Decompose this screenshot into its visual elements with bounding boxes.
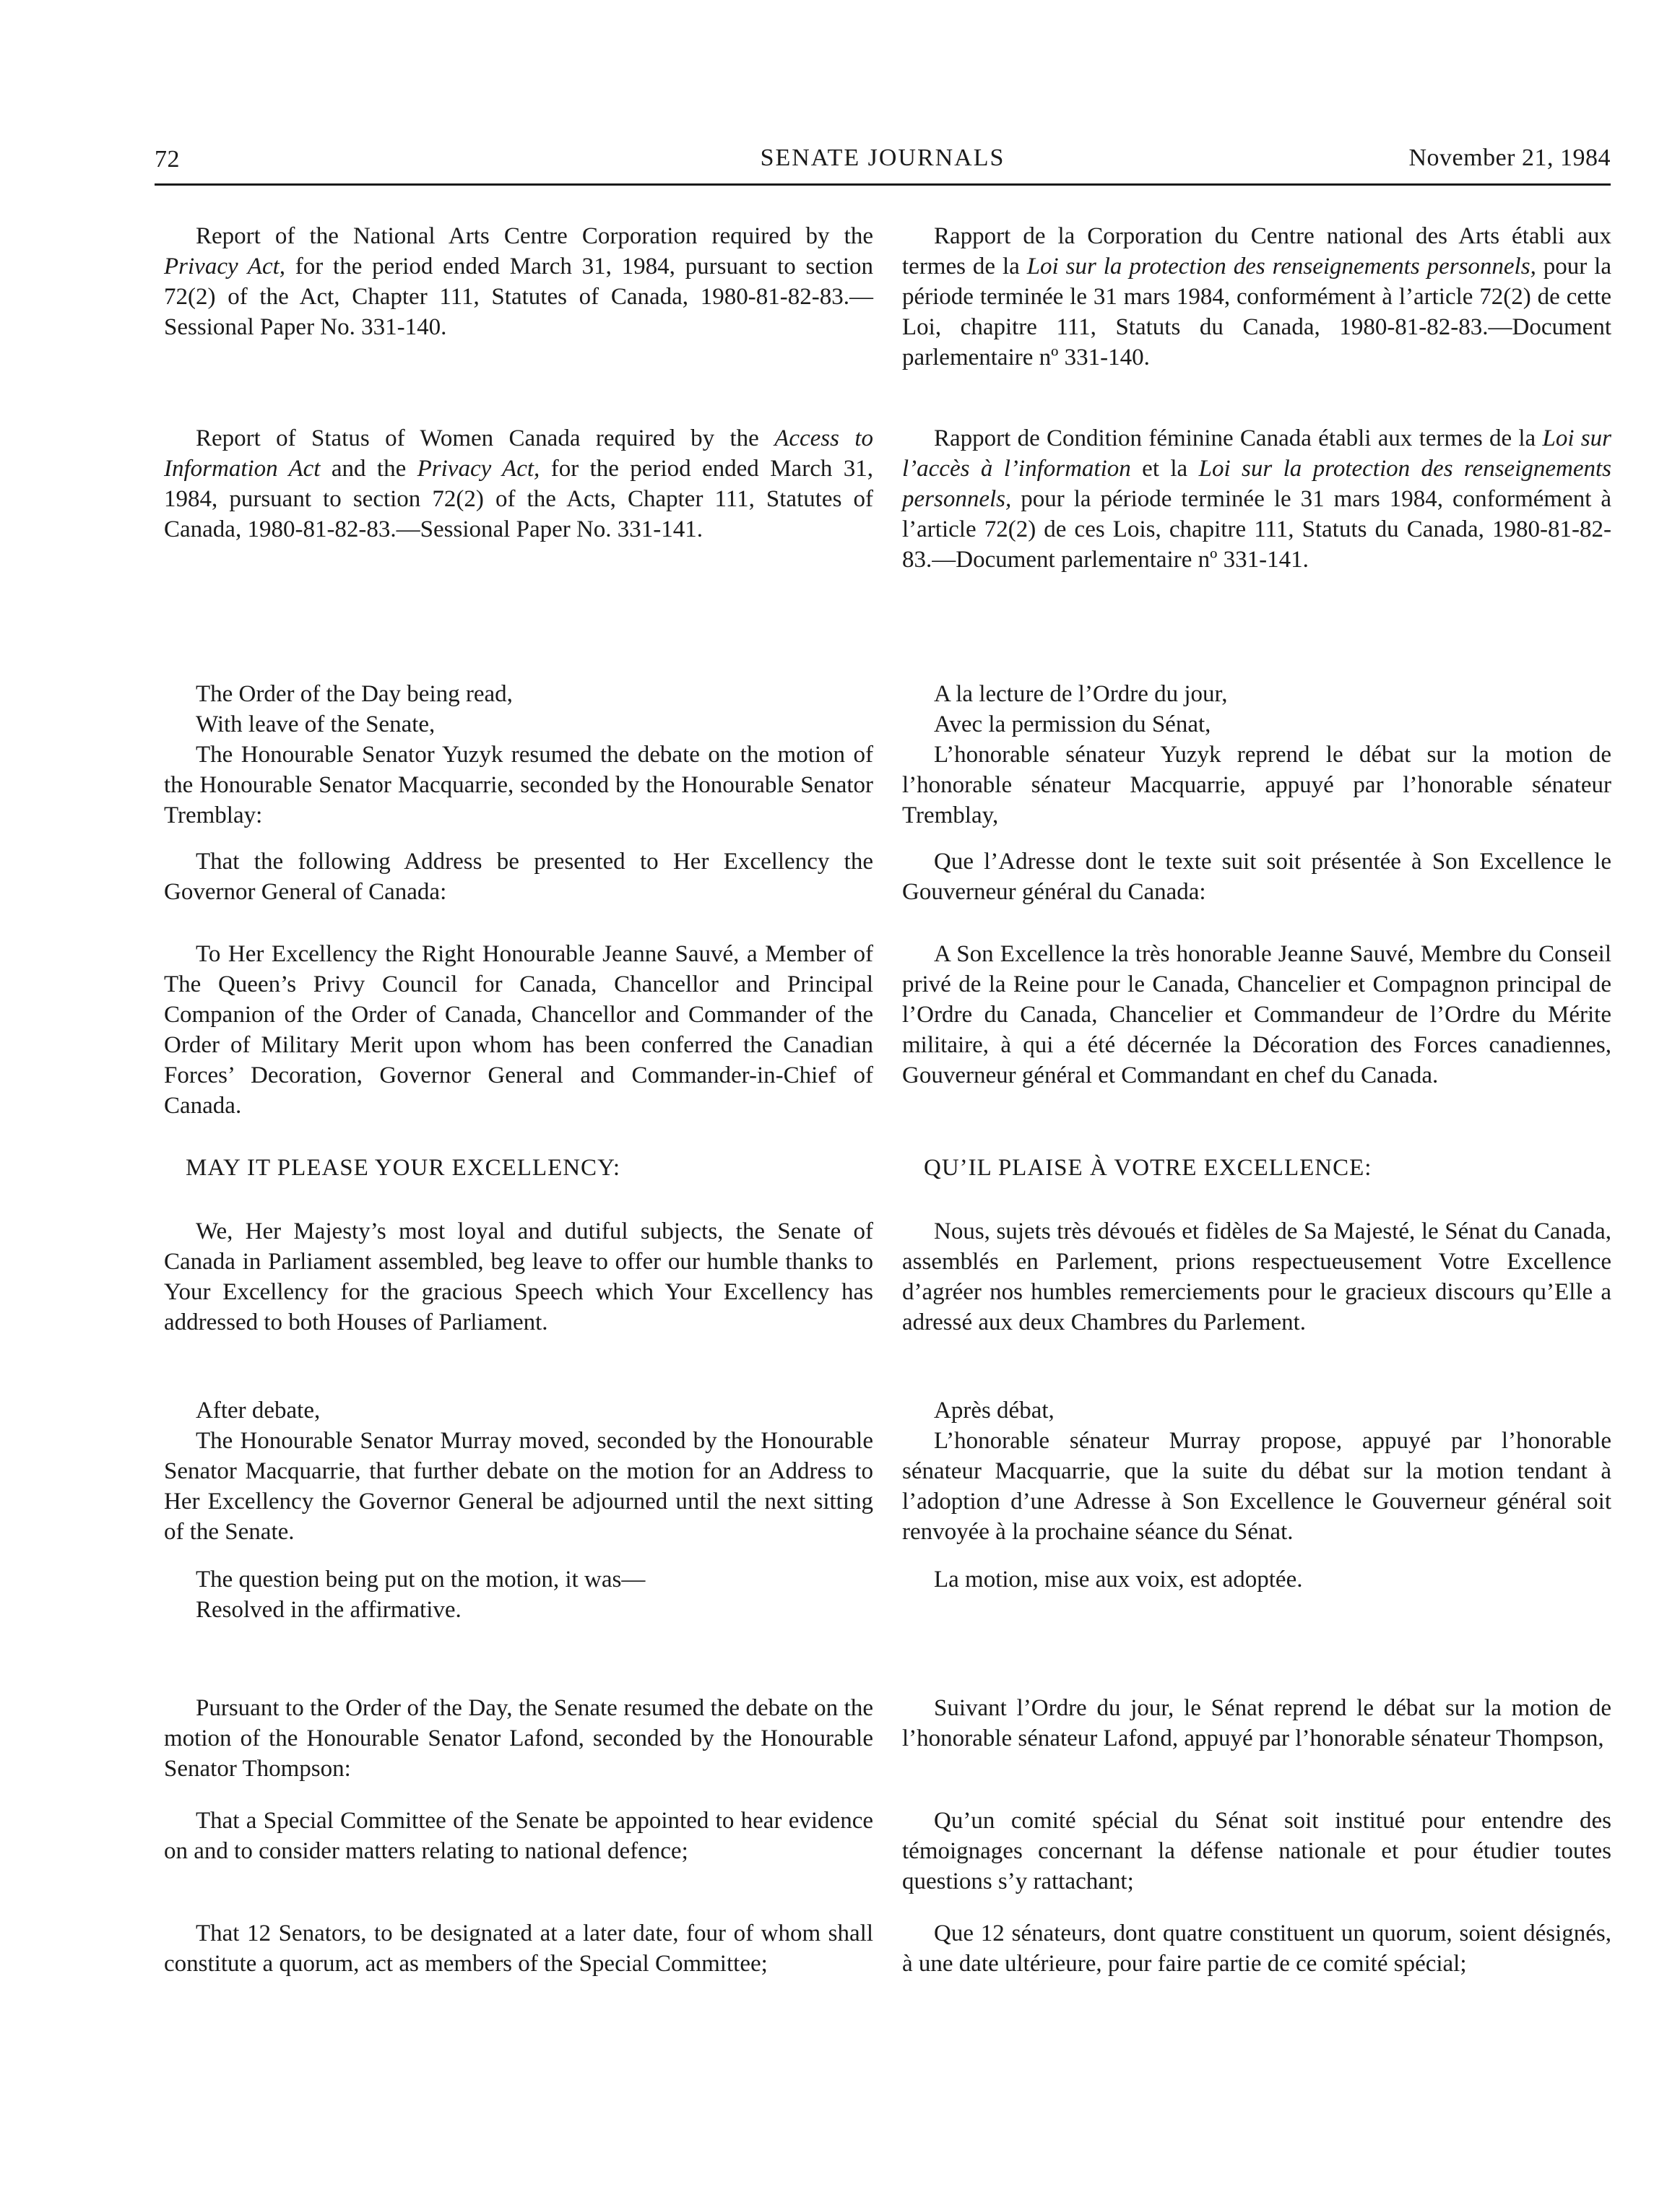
en-resolved: Resolved in the affirmative. <box>196 1597 462 1623</box>
en-may-it-please: MAY IT PLEASE YOUR EXCELLENCY: <box>186 1155 621 1181</box>
en-murray-moved: The Honourable Senator Murray moved, seconded by the Honourable Senator Macquarrie, that further debate on the motion for an Address to Her Excellency the Governor General be adjourned until the next sitting of the Senate. <box>164 1428 873 1545</box>
en-report-nac: Report of the National Arts Centre Corporation required by the Privacy Act, for the period ended March 31, 1984, pursuant to section 72(2) of the Act, Chapter 111, Statutes of Canada, 1980-81-82-83.—Sessional Paper No. 331-140. <box>164 223 873 340</box>
journal-date: November 21, 1984 <box>1408 144 1611 171</box>
fr-comite-special: Qu’un comité spécial du Sénat soit institué pour entendre des témoignages concernant la défense nationale et pour étudier toutes questions s’y rattachant; <box>902 1808 1611 1894</box>
fr-nous-sujets: Nous, sujets très dévoués et fidèles de Sa Majesté, le Sénat du Canada, assemblés en Parlement, prions respectueusement Votre Excellence d’agréer nos humbles remerciements pour le gracieux discours qu’Elle a adressé aux deux Chambres du Parlement. <box>902 1218 1611 1335</box>
page-header <box>155 142 1611 178</box>
fr-rapport-condition-feminine: Rapport de Condition féminine Canada établi aux termes de la Loi sur l’accès à l’information et la Loi sur la protection des renseignements personnels, pour la période terminée le 31 mars 1984, conformément à l’article 72(2) de ces Lois, chapitre 111, Statuts du Canada, 1980-81-82-83.—Document parlementaire nº 331-141. <box>902 425 1611 573</box>
fr-apres-debat-block <box>902 1395 1611 1547</box>
en-twelve-senators: That 12 Senators, to be designated at a later date, four of whom shall constitute a quorum, act as members of the Special Committee; <box>164 1920 873 1977</box>
journal-title: SENATE JOURNALS <box>760 144 1005 171</box>
fr-motion-adoptee: La motion, mise aux voix, est adoptée. <box>934 1567 1303 1593</box>
fr-rapport-cna: Rapport de la Corporation du Centre national des Arts établi aux termes de la Loi sur la protection des renseignements personnels, pour la période terminée le 31 mars 1984, conformément à l’article 72(2) de cette Loi, chapitre 111, Statuts du Canada, 1980-81-82-83.—Document parlementaire nº 331-140. <box>902 223 1611 371</box>
fr-apres-debat: Après débat, <box>934 1398 1055 1424</box>
fr-ordre-du-jour <box>902 679 1611 831</box>
fr-permission: Avec la permission du Sénat, <box>934 711 1211 737</box>
en-address-intro: That the following Address be presented to Her Excellency the Governor General of Canada: <box>164 849 873 905</box>
en-we-subjects: We, Her Majesty’s most loyal and dutiful subjects, the Senate of Canada in Parliament assembled, beg leave to offer our humble thanks to Your Excellency for the gracious Speech which Your Excellency has addressed to both Houses of Parliament. <box>164 1218 873 1335</box>
en-after-debate-block <box>164 1395 873 1547</box>
fr-murray-propose: L’honorable sénateur Murray propose, appuyé par l’honorable sénateur Macquarrie, que la suite du débat sur la motion tendant à l’adoption d’une Adresse à Son Excellence le Gouverneur général soit renvoyée à la prochaine séance du Sénat. <box>902 1428 1611 1545</box>
en-order-of-day <box>164 679 873 831</box>
fr-lecture: A la lecture de l’Ordre du jour, <box>934 681 1228 707</box>
page-number: 72 <box>155 146 180 173</box>
fr-adresse-intro: Que l’Adresse dont le texte suit soit présentée à Son Excellence le Gouverneur général du Canada: <box>902 849 1611 905</box>
en-with-leave: With leave of the Senate, <box>196 711 436 737</box>
fr-douze-senateurs: Que 12 sénateurs, dont quatre constituent un quorum, soient désignés, à une date ultérieure, pour faire partie de ce comité spécial; <box>902 1920 1611 1977</box>
en-pursuant: Pursuant to the Order of the Day, the Senate resumed the debate on the motion of the Honourable Senator Lafond, seconded by the Honourable Senator Thompson: <box>164 1695 873 1782</box>
en-special-committee: That a Special Committee of the Senate be appointed to hear evidence on and to consider matters relating to national defence; <box>164 1808 873 1864</box>
en-order-read: The Order of the Day being read, <box>196 681 513 707</box>
header-rule <box>155 183 1611 186</box>
fr-yuzyk-reprend: L’honorable sénateur Yuzyk reprend le débat sur la motion de l’honorable sénateur Macquarrie, appuyé par l’honorable sénateur Tremblay, <box>902 742 1611 828</box>
fr-quil-plaise: QU’IL PLAISE À VOTRE EXCELLENCE: <box>924 1155 1372 1181</box>
en-question-block <box>164 1564 873 1625</box>
fr-son-excellence: A Son Excellence la très honorable Jeanne Sauvé, Membre du Conseil privé de la Reine pour le Canada, Chancelier et Compagnon principal de l’Ordre du Canada, Chancelier et Commandeur de l’Ordre du Mérite militaire, à qui a été décernée la Décoration des Forces canadiennes, Gouverneur général et Commandant en chef du Canada. <box>902 941 1611 1088</box>
en-report-status-women: Report of Status of Women Canada required by the Access to Information Act and the Privacy Act, for the period ended March 31, 1984, pursuant to section 72(2) of the Acts, Chapter 111, Statutes of Canada, 1980-81-82-83.—Sessional Paper No. 331-141. <box>164 425 874 542</box>
en-after-debate: After debate, <box>196 1398 321 1424</box>
en-question-put: The question being put on the motion, it was— <box>196 1567 646 1593</box>
en-to-her-excellency: To Her Excellency the Right Honourable Jeanne Sauvé, a Member of The Queen’s Privy Council for Canada, Chancellor and Principal Companion of the Order of Canada, Chancellor and Commander of the Order of Military Merit upon whom has been conferred the Canadian Forces’ Decoration, Governor General and Commander-in-Chief of Canada. <box>164 941 873 1119</box>
fr-suivant: Suivant l’Ordre du jour, le Sénat reprend le débat sur la motion de l’honorable sénateur Lafond, appuyé par l’honorable sénateur Thompson, <box>902 1695 1611 1751</box>
en-yuzyk-resumed: The Honourable Senator Yuzyk resumed the debate on the motion of the Honourable Senator Macquarrie, seconded by the Honourable Senator Tremblay: <box>164 742 873 828</box>
